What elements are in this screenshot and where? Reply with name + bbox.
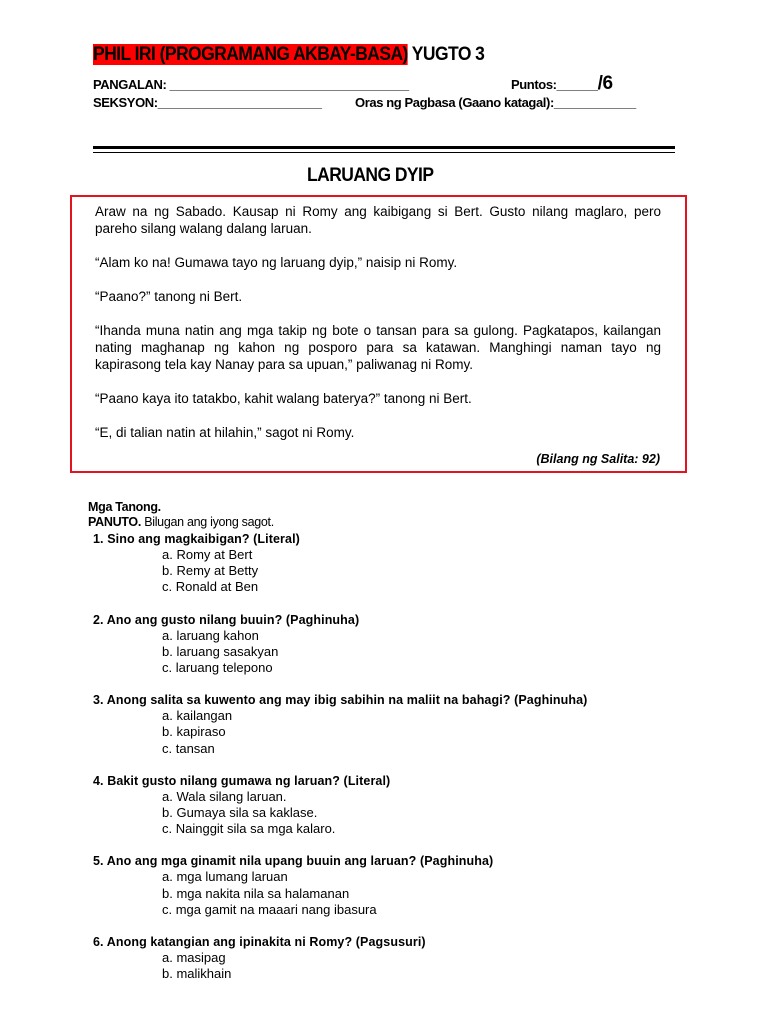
header-divider-thin [93, 152, 675, 153]
question-item [93, 531, 693, 596]
name-field-label: PANGALAN: ___________________________________ [93, 77, 409, 92]
reading-time-field-label: Oras ng Pagbasa (Gaano katagal):____________ [355, 95, 636, 110]
answer-option[interactable]: a. Wala silang laruan. [162, 788, 287, 804]
title-highlight: PHIL IRI (PROGRAMANG AKBAY-BASA) [93, 44, 408, 65]
title-level: YUGTO 3 [411, 44, 485, 65]
answer-option[interactable]: a. laruang kahon [162, 627, 259, 643]
answer-option[interactable]: c. mga gamit na maaari nang ibasura [162, 901, 377, 917]
answer-option[interactable]: c. tansan [162, 740, 215, 756]
question-item [93, 853, 693, 918]
answer-option[interactable]: b. malikhain [162, 966, 232, 982]
instructions [88, 515, 274, 530]
question-list [93, 531, 693, 998]
answer-option[interactable]: b. mga nakita nila sa halamanan [162, 885, 350, 901]
story-paragraph: “Alam ko na! Gumawa tayo ng laruang dyip,” naisip ni Romy. [95, 255, 458, 270]
story-paragraph: “Ihanda muna natin ang mga takip ng bote o tansan para sa gulong. Pagkatapos, kailangan nating maghanap ng kahon ng posporo para sa katawan. Manghingi naman tayo ng kapirasong tela kay Nanay para sa upuan,” paliwanag ni Romy. [95, 323, 661, 372]
section-field-label: SEKSYON:________________________ [93, 95, 322, 110]
answer-option[interactable]: a. kailangan [162, 708, 233, 724]
answer-option[interactable]: a. mga lumang laruan [162, 869, 288, 885]
question-item [93, 692, 693, 757]
answer-option[interactable]: a. masipag [162, 950, 226, 966]
story-text [95, 203, 661, 441]
instruction-text: Bilugan ang iyong sagot. [144, 515, 274, 529]
story-paragraph: “Paano?” tanong ni Bert. [95, 289, 243, 304]
worksheet-title [93, 44, 484, 66]
story-paragraph: Araw na ng Sabado. Kausap ni Romy ang kaibigang si Bert. Gusto nilang maglaro, pero pareho silang walang dalang laruan. [95, 204, 661, 236]
question-text: 5. Ano ang mga ginamit nila upang buuin ang laruan? (Paghinuha) [93, 854, 494, 869]
answer-option[interactable]: b. kapiraso [162, 724, 226, 740]
story-title: LARUANG DYIP [307, 165, 434, 186]
story-paragraph: “Paano kaya ito tatakbo, kahit walang baterya?” tanong ni Bert. [95, 391, 472, 406]
question-item [93, 773, 693, 838]
answer-option[interactable]: b. laruang sasakyan [162, 643, 279, 659]
word-count: (Bilang ng Salita: 92) [536, 452, 660, 466]
question-text: 1. Sino ang magkaibigan? (Literal) [93, 532, 300, 546]
question-text: 2. Ano ang gusto nilang buuin? (Paghinuha) [93, 612, 360, 627]
answer-option[interactable]: b. Gumaya sila sa kaklase. [162, 805, 318, 821]
score-field [511, 73, 613, 95]
question-item [93, 612, 693, 677]
answer-option[interactable]: a. Romy at Bert [162, 547, 253, 562]
answer-option[interactable]: c. Nainggit sila sa mga kalaro. [162, 821, 336, 837]
answer-option[interactable]: b. Remy at Betty [162, 563, 259, 579]
header-divider-thick [93, 146, 675, 149]
score-total: /6 [597, 73, 613, 94]
question-text: 6. Anong katangian ang ipinakita ni Romy? (Pagsusuri) [93, 935, 426, 950]
answer-option[interactable]: c. Ronald at Ben [162, 579, 259, 595]
instruction-label: PANUTO. [88, 515, 141, 529]
question-text: 3. Anong salita sa kuwento ang may ibig sabihin na maliit na bahagi? (Paghinuha) [93, 693, 588, 708]
questions-heading: Mga Tanong. [88, 500, 161, 514]
question-text: 4. Bakit gusto nilang gumawa ng laruan? (Literal) [93, 773, 391, 788]
story-paragraph: “E, di talian natin at hilahin,” sagot ni Romy. [95, 425, 355, 440]
score-label: Puntos:______ [511, 77, 598, 92]
question-item [93, 934, 693, 982]
questions-header [88, 500, 274, 530]
story-box [70, 195, 687, 473]
answer-option[interactable]: c. laruang telepono [162, 660, 273, 676]
